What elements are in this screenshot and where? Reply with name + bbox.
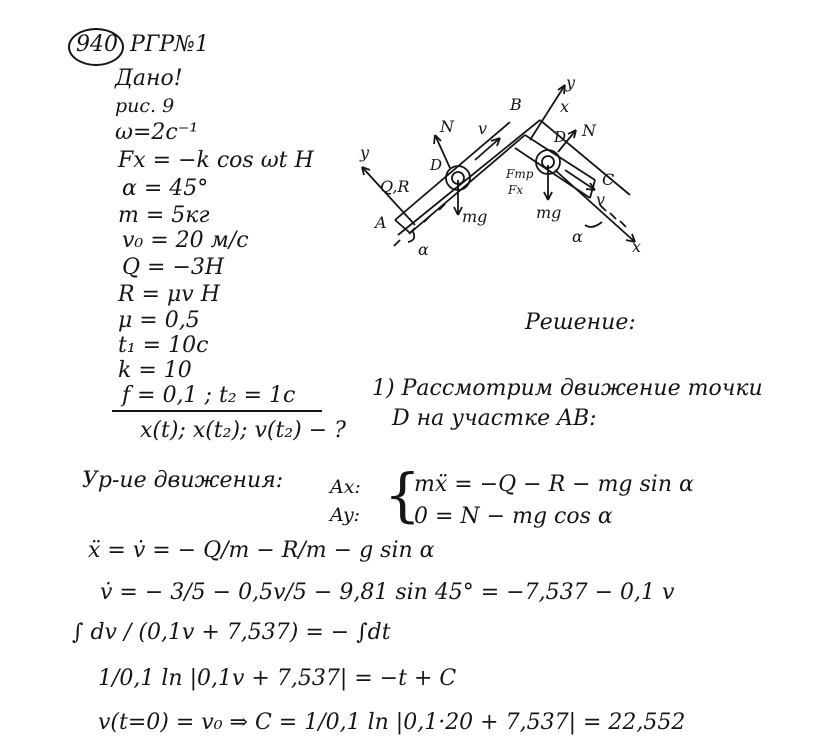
given-alpha: α = 45°: [122, 176, 209, 201]
find-line: x(t); x(t₂); v(t₂) − ?: [140, 418, 346, 443]
label-D-left: D: [430, 156, 443, 174]
system-brace: {: [384, 461, 421, 529]
given-r: R = μv H: [118, 282, 220, 307]
given-v0: v₀ = 20 м/с: [122, 228, 249, 253]
given-k: k = 10: [118, 358, 192, 383]
given-mu: μ = 0,5: [118, 308, 200, 333]
label-QR: Q,R: [380, 177, 410, 196]
equation-line-2: v̇ = − 3/5 − 0,5v/5 − 9,81 sin 45° = −7,537 − 0,1 v: [100, 580, 675, 605]
label-mg-left: mg: [462, 207, 488, 226]
step1-line1: 1) Рассмотрим движение точки: [372, 376, 763, 401]
equation-line-1: ẍ = v̇ = − Q/m − R/m − g sin α: [88, 538, 435, 563]
label-x-right: x: [632, 237, 642, 256]
incline-diagram: [340, 70, 660, 270]
equation-line-3: ∫ dv / (0,1v + 7,537) = − ∫dt: [72, 620, 391, 645]
label-y-left: y: [360, 143, 370, 162]
label-C: C: [602, 170, 615, 189]
given-mass: m = 5кг: [118, 203, 210, 228]
motion-title: Ур-ие движения:: [82, 468, 284, 493]
solution-title: Решение:: [525, 310, 636, 335]
label-D-right: D: [554, 128, 567, 146]
label-alpha-left: α: [418, 240, 429, 259]
given-divider: [112, 410, 322, 412]
label-A: A: [375, 213, 387, 232]
ay-label: Ay:: [330, 504, 361, 526]
label-y-right: y: [566, 73, 576, 92]
given-figure: рис. 9: [115, 95, 175, 117]
label-mg-right: mg: [536, 203, 562, 222]
label-Ftr: Fтр: [506, 167, 534, 181]
equation-line-5: v(t=0) = v₀ ⇒ C = 1/0,1 ln |0,1·20 + 7,537| = 22,552: [98, 710, 686, 735]
ax-label: Ax:: [330, 476, 361, 498]
given-force: Fx = −k cos ωt H: [118, 148, 314, 173]
given-q: Q = −3H: [122, 255, 225, 280]
given-f-t2: f = 0,1 ; t₂ = 1c: [122, 383, 296, 408]
equation-line-4: 1/0,1 ln |0,1v + 7,537| = −t + C: [98, 666, 457, 691]
label-alpha-right: α: [572, 227, 583, 246]
label-v-left: v: [478, 119, 488, 138]
given-t1: t₁ = 10c: [118, 333, 209, 358]
given-omega: ω=2c⁻¹: [115, 120, 199, 145]
problem-number: 940: [76, 32, 118, 57]
given-title: Дано!: [115, 66, 183, 91]
label-B: B: [510, 95, 522, 114]
ax-equation: mẍ = −Q − R − mg sin α: [414, 472, 694, 497]
label-x-top: x: [560, 97, 570, 116]
ay-equation: 0 = N − mg cos α: [414, 504, 613, 529]
label-Fx: Fx: [508, 183, 524, 197]
assignment-tag: РГР№1: [130, 32, 209, 57]
label-v-right: v: [596, 190, 606, 209]
label-N-left: N: [440, 117, 454, 136]
step1-line2: D на участке AB:: [392, 406, 597, 431]
label-N-right: N: [582, 121, 596, 140]
